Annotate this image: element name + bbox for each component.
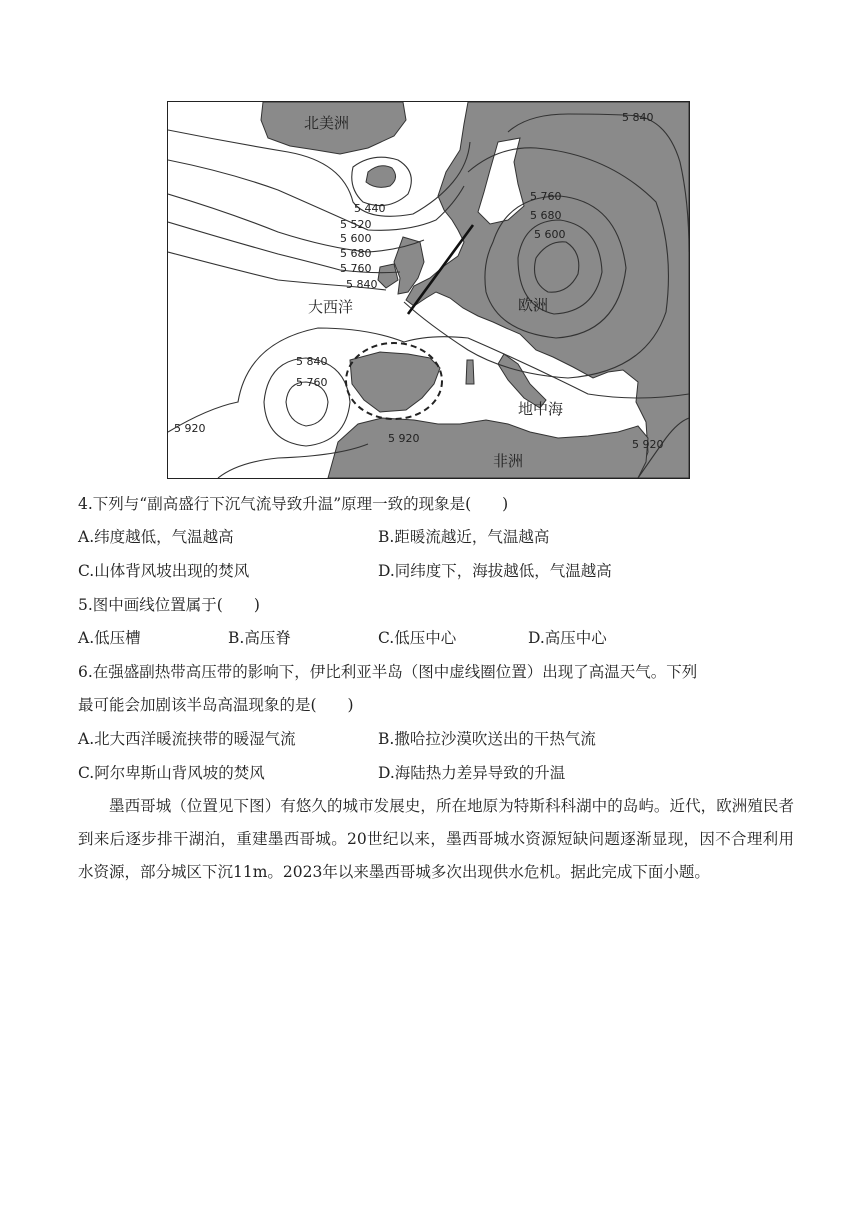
label-5520: 5 520	[340, 218, 372, 231]
label-5680-west: 5 680	[340, 247, 372, 260]
sardinia-island	[466, 360, 474, 384]
question-6-stem-line2: 最可能会加剧该半岛高温现象的是( )	[78, 696, 354, 714]
question-5-stem: 5.图中画线位置属于( )	[78, 596, 260, 614]
label-north-america: 北美洲	[304, 114, 350, 132]
label-atlantic: 大西洋	[308, 298, 354, 316]
label-5920-left: 5 920	[174, 422, 206, 435]
label-5680-east: 5 680	[530, 209, 562, 222]
label-5760-west: 5 760	[340, 262, 372, 275]
label-5760-east: 5 760	[530, 190, 562, 203]
label-mediterranean: 地中海	[518, 400, 564, 418]
ireland-island	[378, 264, 398, 288]
label-5920-mid: 5 920	[388, 432, 420, 445]
isobar-5840-sw	[264, 358, 350, 446]
question-6-option-c: C.阿尔卑斯山背风坡的焚风	[78, 764, 265, 782]
iceland-island	[366, 166, 396, 188]
isobar-5600-west	[168, 160, 464, 230]
question-4-option-b: B.距暖流越近，气温越高	[378, 528, 550, 546]
question-4-stem: 4.下列与“副高盛行下沉气流导致升温”原理一致的现象是( )	[78, 495, 509, 513]
isobar-map	[167, 101, 690, 479]
question-5-option-a: A.低压槽	[78, 629, 141, 647]
label-5760-sw: 5 760	[296, 376, 328, 389]
label-5840-west: 5 840	[346, 278, 378, 291]
europe-landmass	[406, 102, 689, 478]
passage-text: 墨西哥城（位置见下图）有悠久的城市发展史，所在地原为特斯科科湖中的岛屿。近代，欧洲殖民者到来后逐步排干湖泊，重建墨西哥城。20世纪以来，墨西哥城水资源短缺问题逐渐显现，因不合理利用水资源，部分城区下沉11m。2023年以来墨西哥城多次出现供水危机。据此完成下面小题。	[78, 797, 794, 881]
passage-block	[78, 790, 794, 889]
label-africa: 非洲	[493, 452, 524, 470]
question-6-option-d: D.海陆热力差异导致的升温	[378, 764, 566, 782]
label-5600-west: 5 600	[340, 232, 372, 245]
question-6-option-b: B.撒哈拉沙漠吹送出的干热气流	[378, 730, 596, 748]
label-5920-right: 5 920	[632, 438, 664, 451]
question-5-option-b: B.高压脊	[228, 629, 291, 647]
label-europe: 欧洲	[518, 296, 549, 314]
question-4-option-d: D.同纬度下，海拔越低，气温越高	[378, 562, 612, 580]
iberian-peninsula	[350, 352, 440, 412]
question-4-option-c: C.山体背风坡出现的焚风	[78, 562, 250, 580]
label-5440: 5 440	[354, 202, 386, 215]
question-5-option-d: D.高压中心	[528, 629, 607, 647]
label-5840-sw: 5 840	[296, 355, 328, 368]
question-6-option-a: A.北大西洋暖流挟带的暖湿气流	[78, 730, 296, 748]
africa-landmass	[328, 418, 648, 478]
question-5-option-c: C.低压中心	[378, 629, 457, 647]
label-5840-top: 5 840	[622, 111, 654, 124]
label-5600-east: 5 600	[534, 228, 566, 241]
isobar-5680-west	[168, 194, 424, 252]
question-4-option-a: A.纬度越低，气温越高	[78, 528, 234, 546]
question-6-stem-line1: 6.在强盛副热带高压带的影响下，伊比利亚半岛（图中虚线圈位置）出现了高温天气。下列	[78, 663, 698, 681]
